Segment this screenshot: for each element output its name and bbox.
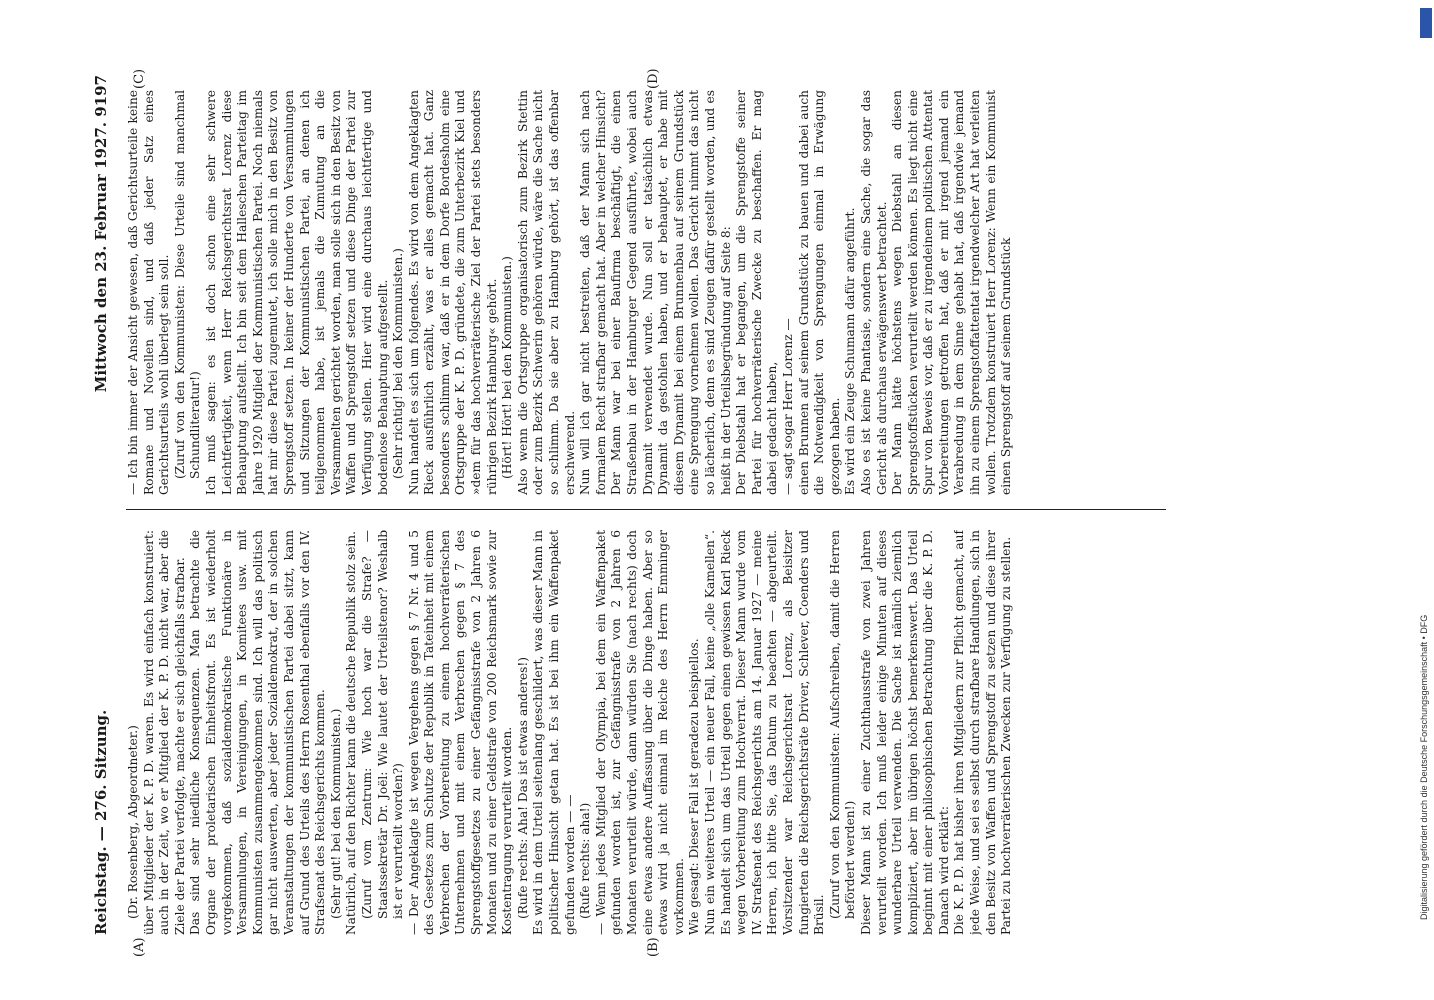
paragraph: Die K. P. D. hat bisher ihren Mitgliedern zur Pflicht gemacht, auf jede Weise, und sei es selbst durch strafbare Handlungen, sich in den Besitz von Waffen und Sprengstoff zu setzen und diese ihrer Partei zu hochverräterischen Zwecken zur Verfügung zu stellen. <box>952 530 1014 935</box>
paragraph: Nun will ich gar nicht bestreiten, daß der Mann sich nach formalem Recht strafbar gemacht hat. Aber in welcher Hinsicht? Der Mann war bei einer Baufirma beschäftigt, die einen Straßenbau in der Hamburger Gegend ausführte, wobei auch Dynamit verwendet wurde. Nun soll er tatsächlich etwas Dynamit da gestohlen haben, und er behauptet, er habe mit diesem Dynamit bei einem Brunnenbau auf seinem Grundstück eine Sprengung vornehmen wollen. Das Gericht nimmt das nicht so lächerlich, denn es sind Zeugen dafür gestellt worden, und es heißt in der Urteilsbegründung auf Seite 8: <box>578 90 733 495</box>
margin-marker-d: (D) <box>646 68 661 89</box>
paragraph: Wie gesagt: Dieser Fall ist geradezu beispiellos. <box>687 638 702 935</box>
margin-marker-b: (B) <box>646 937 661 957</box>
header-left: Reichstag. — 276. Sitzung. <box>92 709 110 935</box>
paragraph: Es wird in dem Urteil seitenlang geschildert, was dieser Mann in politischer Hinsicht getan hat. Es ist bei ihm ein Waffenpaket gefunden worden — — <box>531 530 577 935</box>
page-header <box>86 75 122 935</box>
paragraph: Also wenn die Ortsgruppe organisatorisch zum Bezirk Stettin oder zum Bezirk Schwerin gehören würde, wäre die Sache nicht so schlimm. Da sie aber zu Hamburg gehört, ist das offenbar erschwerend. <box>515 90 577 495</box>
margin-marker-c: (C) <box>132 68 147 89</box>
paragraph: (Dr. Rosenberg, Abgeordneter.) <box>126 725 140 919</box>
paragraph: (Zuruf vom Zentrum: Wie hoch war die Strafe? — Staatssekretär Dr. Joël: Wie lautet der Urteilstenor? Weshalb ist er verurteilt worden?) <box>359 530 406 919</box>
paragraph: — Der Angeklagte ist wegen Vergehens gegen § 7 Nr. 4 und 5 des Gesetzes zum Schutze der Republik in Tateinheit mit einem Verbrechen der Vorbereitung zu einem hochverräterischen Unternehmen und mit einem Verbrechen gegen § 7 des Sprengstoffgesetzes zu einer Gefängnisstrafe von 2 Jahren 6 Monaten und zu einer Geldstrafe von 200 Reichsmark sowie zur Kostentragung verurteilt worden. <box>406 530 515 935</box>
paragraph: (Zuruf von den Kommunisten: Aufschreiben, damit die Herren befördert werden!) <box>827 530 858 919</box>
header-right: Mittwoch den 23. Februar 1927. 9197 <box>92 75 110 393</box>
paragraph: über Mitglieder der K. P. D. waren. Es wird einfach konstruiert: auch in der Zeit, wo er Mitglied der K. P. D. nicht war, aber die Ziele der Partei verfolgte, machte er sich gleichfalls strafbar. <box>141 530 187 935</box>
margin-marker-a: (A) <box>132 937 147 957</box>
side-note-text: Digitalisierung gefördert durch die Deutsche Forschungsgemeinschaft • DFG <box>1419 614 1429 920</box>
paragraph: Also es ist keine Phantasie, sondern eine Sache, die sogar das Gericht als durchaus erwägenswert betrachtet. <box>858 90 889 495</box>
paragraph: (Rufe rechts: Aha! Das ist etwas anderes!) <box>515 656 530 919</box>
paragraph: — Ich bin immer der Ansicht gewesen, daß Gerichtsurteile keine Romane und Novellen sind, und daß jeder Satz eines Gerichtsurteils wohl überlegt sein soll. <box>126 90 172 495</box>
right-column <box>126 90 1186 495</box>
side-note <box>1419 10 1433 990</box>
paragraph: (Hört! Hört! bei den Kommunisten.) <box>500 256 515 479</box>
column-divider <box>126 509 1166 510</box>
paragraph: (Zuruf von den Kommunisten: Diese Urteile sind manchmal Schundliteratur!) <box>172 90 203 479</box>
paragraph: Ich muß sagen: es ist doch schon eine sehr schwere Leichtfertigkeit, wenn Herr Reichsgerichtsrat Lorenz diese Behauptung aufstellt. Ich bin seit dem Halleschen Parteitag im Jahre 1920 Mitglied der Kommunistischen Partei. Noch niemals hat mir diese Partei zugemutet, ich solle mich in den Besitz von Sprengstoff setzen. In keiner der Hunderte von Versammlungen und Sitzungen der Kommunistischen Partei, an denen ich teilgenommen habe, ist jemals die Zumutung an die Versammelten gerichtet worden, man solle sich in den Besitz von Waffen und Sprengstoff setzen und diese Dinge der Partei zur Verfügung stellen. Hier wird eine durchaus leichtfertige und bodenlose Behauptung aufgestellt. <box>203 90 390 495</box>
paragraph: (Sehr gut! bei den Kommunisten.) <box>328 708 343 919</box>
paragraph: Es wird ein Zeuge Schumann dafür angeführt. <box>843 207 858 495</box>
paragraph: — sagt sogar Herr Lorenz — <box>780 318 795 495</box>
paragraph: Der Diebstahl hat er begangen, um die Sprengstoffe seiner Partei für hochverräterische Zwecke zu beschaffen. Er mag dabei gedacht haben, <box>734 90 780 495</box>
paragraph: — Wenn jedes Mitglied der Olympia, bei dem ein Waffenpaket gefunden worden ist, zur Gefängnisstrafe von 2 Jahren 6 Monaten verurteilt würde, dann würden Sie (nach rechts) doch eine etwas andere Auffassung über die Dinge haben. Aber so etwas wird ja nicht einmal im Reiche des Herrn Emminger vorkommen. <box>593 530 686 935</box>
paragraph: einen Brunnen auf seinem Grundstück zu bauen und dabei auch die Notwendigkeit von Sprengungen einmal in Erwägung gezogen haben. <box>796 90 842 495</box>
paragraph: Natürlich, auf den Richter kann die deutsche Republik stolz sein. <box>344 531 359 935</box>
paragraph: (Rufe rechts: aha!) <box>578 802 593 919</box>
paragraph: Nun ein weiteres Urteil — ein neuer Fall, keine „olle Kamellen“. Es handelt sich um das Urteil gegen einen gewissen Karl Rieck wegen Vorbereitung zum Hochverrat. Dieser Mann wurde vom IV. Strafsenat des Reichsgerichts am 14. Januar 1927 — meine Herren, ich bitte Sie, das Datum zu beachten — abgeurteilt. Vorsitzender war Reichsgerichtsrat Lorenz, als Beisitzer fungierten die Reichsgerichtsräte Driver, Schlever, Coenders und Brüsil. <box>702 530 827 935</box>
paragraph: Der Mann hätte höchstens wegen Diebstahl an diesen Sprengstoffstücken verurteilt werden können. Es liegt nicht eine Spur von Beweis vor, daß er zu irgendeinem politischen Attentat Vorbereitungen getroffen hat, daß er mit irgend jemand ein Verabredung in dem Sinne gehabt hat, daß irgendwie jemand ihn zu einem Sprengstoffattentat irgendwelcher Art hat verleiten wollen. Trotzdem konstruiert Herr Lorenz: Wenn ein Kommunist einen Sprengstoff auf seinem Grundstück <box>890 90 1014 495</box>
document-page <box>86 68 1196 957</box>
paragraph: Dieser Mann ist zu einer Zuchthausstrafe von zwei Jahren verurteilt worden. Ich muß leider einige Minuten auf dieses wunderbare Urteil verwenden. Die Sache ist nämlich ziemlich kompliziert, aber im übrigen höchst bemerkenswert. Das Urteil beginnt mit einer philosophischen Betrachtung über die K. P. D. Danach wird erklärt: <box>858 530 951 935</box>
paragraph: Nun handelt es sich um folgendes. Es wird von dem Angeklagten Rieck ausführlich erzählt, was er alles gemacht hat. Ganz besonders schlimm war, daß er in dem Dorfe Bordesholm eine Ortsgruppe der K. P. D. gründete, die zum Unterbezirk Kiel und »dem für das hochverräterische Ziel der Partei stets besonders rührigen Bezirk Hamburg« gehört. <box>406 90 499 495</box>
left-column <box>126 530 1186 935</box>
paragraph: Das sind sehr niedliche Konsequenzen. Man betrachte die Organe der proletarischen Einheitsfront. Es ist wiederholt vorgekommen, daß sozialdemokratische Funktionäre in Versammlungen, in Vereinigungen, in Komitees usw. mit Kommunisten zusammengekommen sind. Ich will das politisch gar nicht auswerten, aber jeder Sozialdemokrat, der in solchen Veranstaltungen der kommunistischen Partei dabei sitzt, kann auf Grund des Urteils des Herrn Rosenthal ebenfalls vor den IV. Strafsenat des Reichsgerichts kommen. <box>188 530 328 935</box>
paragraph: (Sehr richtig! bei den Kommunisten.) <box>391 248 406 479</box>
